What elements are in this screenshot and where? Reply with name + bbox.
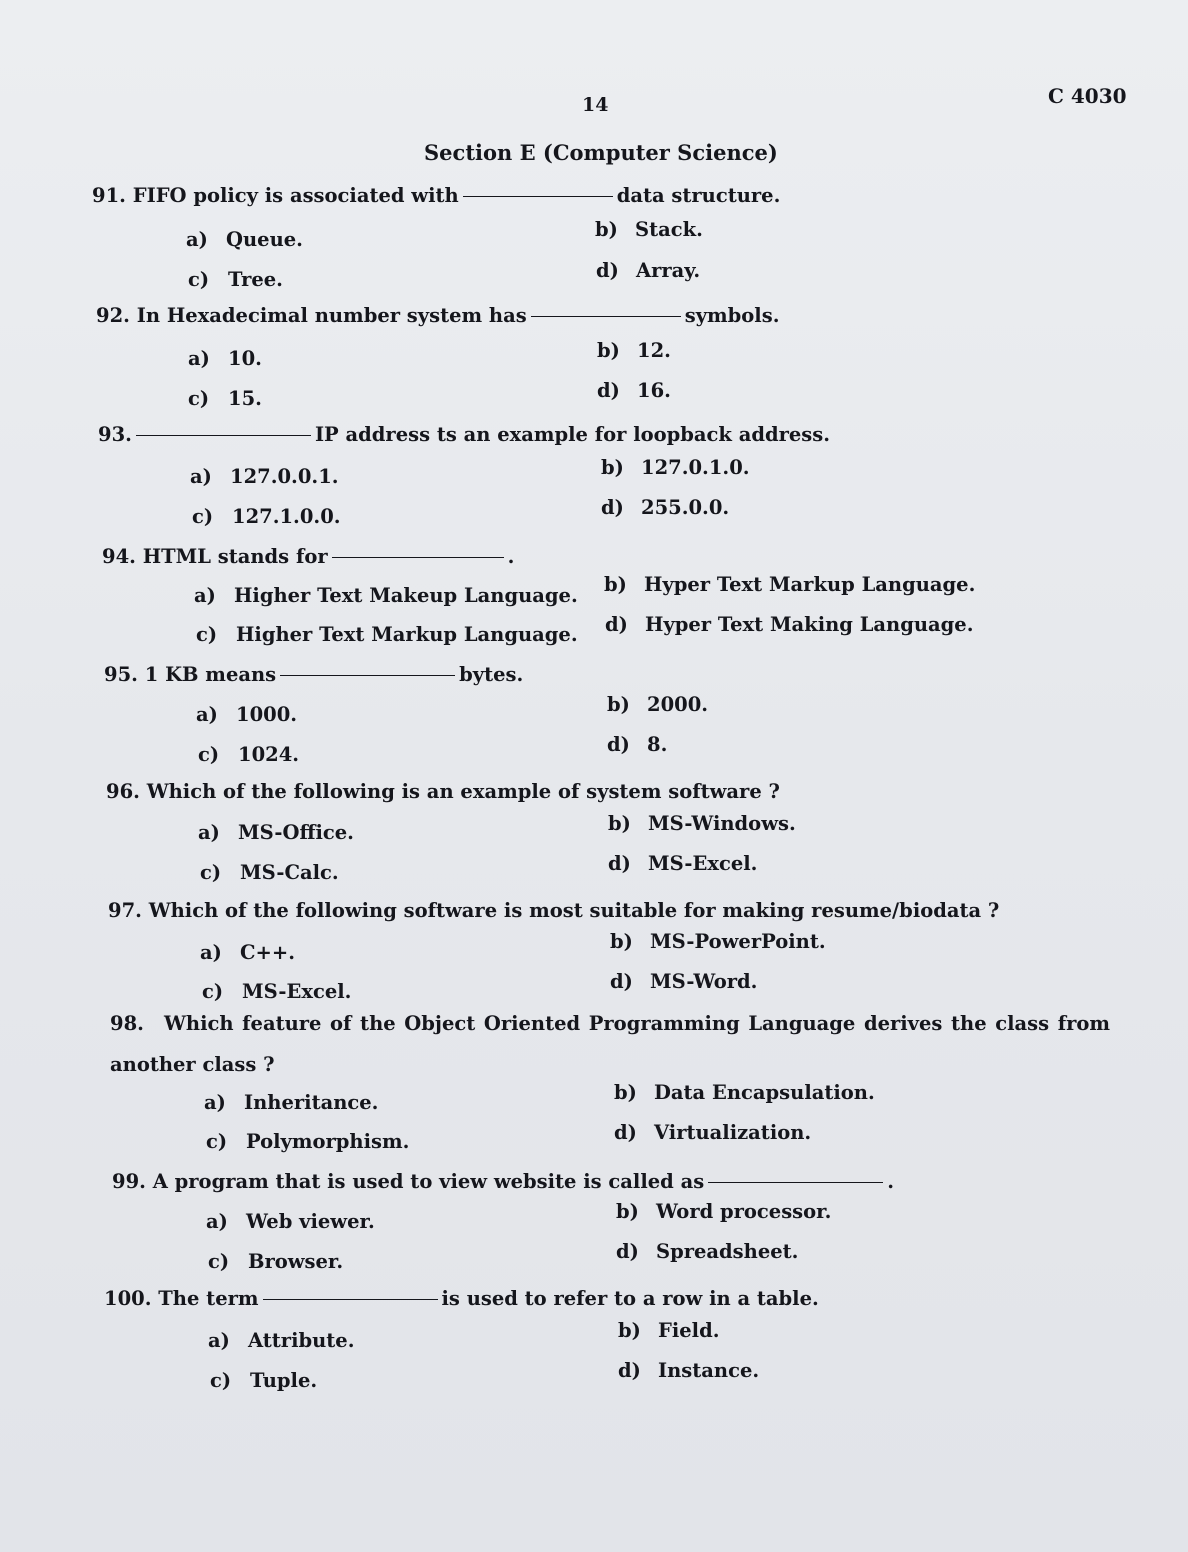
option-92c: c) 15.: [188, 387, 262, 410]
option-96b: b) MS-Windows.: [608, 812, 796, 835]
option-95c: c) 1024.: [198, 743, 300, 766]
question-94: 94. HTML stands for .: [102, 545, 515, 568]
answer-blank: [708, 1182, 883, 1183]
option-100a: a) Attribute.: [208, 1329, 355, 1352]
option-99b: b) Word processor.: [616, 1200, 832, 1223]
option-96c: c) MS-Calc.: [200, 861, 339, 884]
option-97c: c) MS-Excel.: [202, 980, 352, 1003]
option-95b: b) 2000.: [607, 693, 709, 716]
option-98a: a) Inheritance.: [204, 1091, 379, 1114]
question-91: 91. FIFO policy is associated with data structure.: [92, 184, 781, 207]
section-title: Section E (Computer Science): [424, 140, 778, 165]
option-91a: a) Queue.: [186, 228, 303, 251]
option-93b: b) 127.0.1.0.: [601, 456, 750, 479]
option-98c: c) Polymorphism.: [206, 1130, 410, 1153]
option-97b: b) MS-PowerPoint.: [610, 930, 826, 953]
option-96a: a) MS-Office.: [198, 821, 354, 844]
option-93d: d) 255.0.0.: [601, 496, 730, 519]
question-95: 95. 1 KB means bytes.: [104, 663, 524, 686]
option-93a: a) 127.0.0.1.: [190, 465, 339, 488]
option-93c: c) 127.1.0.0.: [192, 505, 341, 528]
answer-blank: [280, 675, 455, 676]
question-96: 96. Which of the following is an example of system software ?: [106, 780, 780, 803]
option-99c: c) Browser.: [208, 1250, 344, 1273]
answer-blank: [531, 316, 681, 317]
question-98: 98. Which feature of the Object Oriented Programming Language derives the class from another class ?: [110, 1012, 1110, 1076]
option-100d: d) Instance.: [618, 1359, 760, 1382]
option-96d: d) MS-Excel.: [608, 852, 758, 875]
option-99a: a) Web viewer.: [206, 1210, 375, 1233]
answer-blank: [136, 435, 311, 436]
option-95a: a) 1000.: [196, 703, 298, 726]
option-94a: a) Higher Text Makeup Language.: [194, 584, 578, 607]
page-number: 14: [582, 94, 609, 116]
option-94b: b) Hyper Text Markup Language.: [604, 573, 976, 596]
answer-blank: [332, 557, 504, 558]
question-97: 97. Which of the following software is most suitable for making resume/biodata ?: [108, 899, 1000, 922]
answer-blank: [463, 196, 613, 197]
option-100c: c) Tuple.: [210, 1369, 318, 1392]
option-92b: b) 12.: [597, 339, 671, 362]
option-97a: a) C++.: [200, 941, 295, 964]
option-100b: b) Field.: [618, 1319, 720, 1342]
option-92a: a) 10.: [188, 347, 262, 370]
question-100: 100. The term is used to refer to a row in a table.: [104, 1287, 819, 1310]
paper-code: C 4030: [1048, 84, 1127, 108]
option-95d: d) 8.: [607, 733, 668, 756]
option-94d: d) Hyper Text Making Language.: [605, 613, 974, 636]
option-92d: d) 16.: [597, 379, 671, 402]
option-99d: d) Spreadsheet.: [616, 1240, 799, 1263]
option-91d: d) Array.: [596, 259, 701, 282]
option-98d: d) Virtualization.: [614, 1121, 812, 1144]
answer-blank: [263, 1299, 438, 1300]
option-91c: c) Tree.: [188, 268, 283, 291]
question-93: 93. IP address ts an example for loopback address.: [98, 423, 831, 446]
option-98b: b) Data Encapsulation.: [614, 1081, 875, 1104]
option-94c: c) Higher Text Markup Language.: [196, 623, 578, 646]
question-92: 92. In Hexadecimal number system has symbols.: [96, 304, 780, 327]
option-97d: d) MS-Word.: [610, 970, 758, 993]
question-99: 99. A program that is used to view website is called as .: [112, 1170, 894, 1193]
option-91b: b) Stack.: [595, 218, 703, 241]
